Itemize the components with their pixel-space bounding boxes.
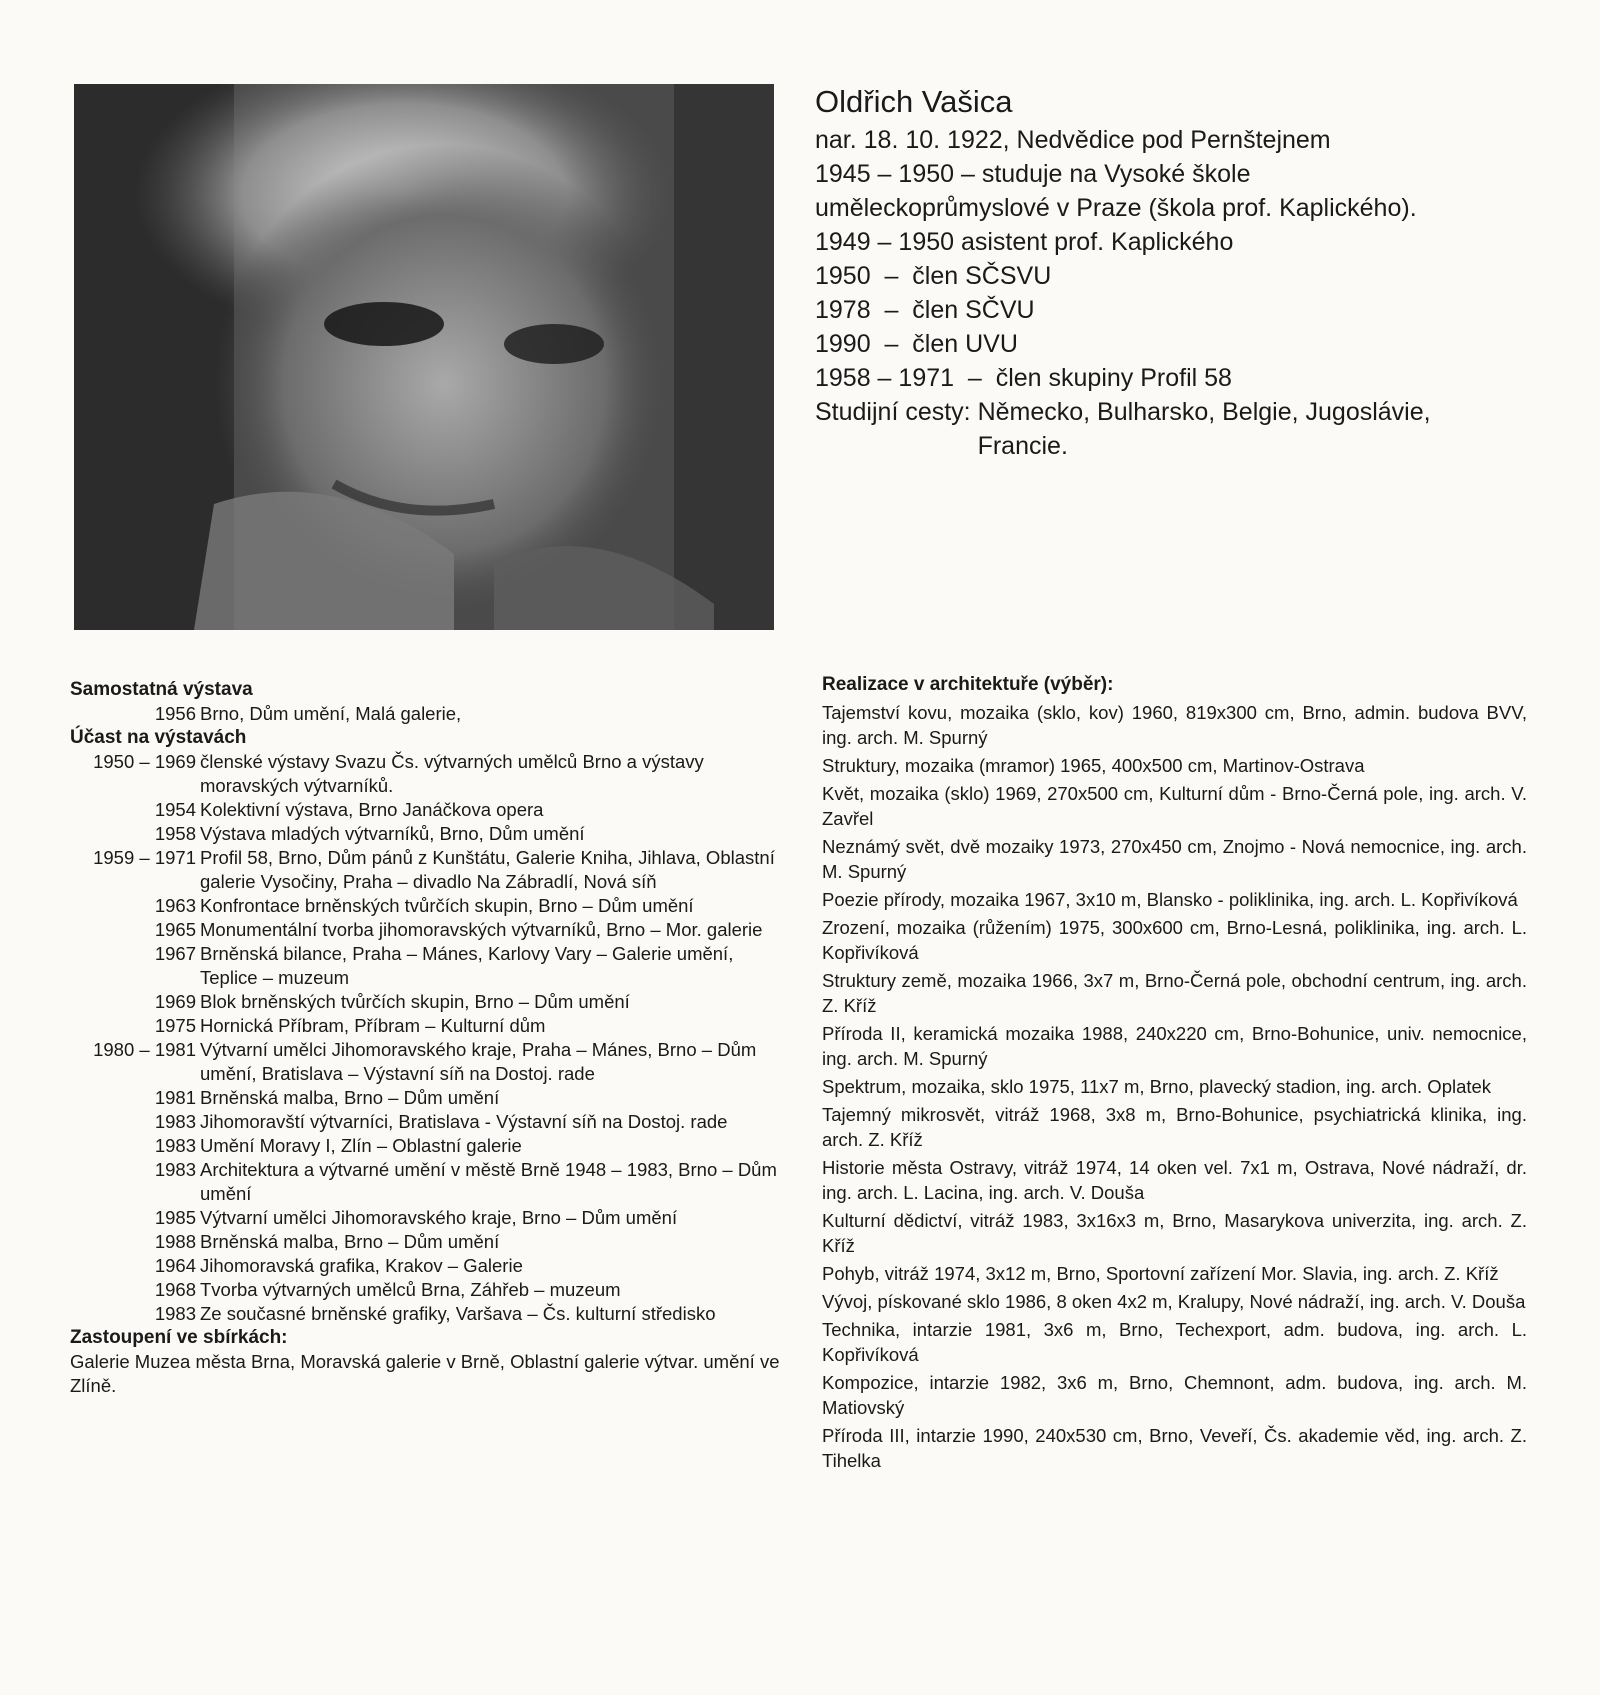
exhibition-year: 1983 bbox=[154, 1159, 196, 1180]
exhibition-entry bbox=[70, 918, 790, 942]
exhibition-entry bbox=[70, 1206, 790, 1230]
architecture-item: Struktury země, mozaika 1966, 3x7 m, Brno-Černá pole, obchodní centrum, ing. arch. Z. Kříž bbox=[822, 970, 1527, 1016]
exhibition-entry bbox=[70, 1302, 790, 1326]
exhibition-entry bbox=[70, 1230, 790, 1254]
bio-line bbox=[815, 259, 1535, 293]
bio-line bbox=[815, 225, 1535, 259]
artist-name: Oldřich Vašica bbox=[815, 84, 1013, 119]
bio-line bbox=[815, 361, 1535, 395]
architecture-item: Struktury, mozaika (mramor) 1965, 400x500 cm, Martinov-Ostrava bbox=[822, 755, 1365, 776]
exhibition-entry bbox=[70, 702, 790, 726]
bio-years: 1950 bbox=[815, 262, 871, 290]
exhibition-text: Výtvarní umělci Jihomoravského kraje, Praha – Mánes, Brno – Dům umění, Bratislava – Výstavní síň na Dostoj. rade bbox=[200, 1039, 757, 1084]
architecture-item: Kompozice, intarzie 1982, 3x6 m, Brno, Chemnont, adm. budova, ing. arch. M. Matiovský bbox=[822, 1372, 1527, 1418]
bio-text: – studuje na Vysoké škole bbox=[954, 160, 1251, 188]
exhibition-entry bbox=[70, 1014, 790, 1038]
bio-text: – člen SČSVU bbox=[870, 262, 1052, 290]
exhibition-year: 1983 bbox=[154, 1303, 196, 1324]
exhibition-text: Ze současné brněnské grafiky, Varšava – Čs. kulturní středisko bbox=[200, 1303, 716, 1324]
exhibition-text: Jihomoravská grafika, Krakov – Galerie bbox=[200, 1255, 523, 1276]
exhibitions-column bbox=[70, 678, 790, 1398]
architecture-item: Kulturní dědictví, vitráž 1983, 3x16x3 m, Brno, Masarykova univerzita, ing. arch. Z. Kříž bbox=[822, 1210, 1527, 1256]
exhibition-text: Brněnská malba, Brno – Dům umění bbox=[200, 1087, 500, 1108]
study-trips-value: Německo, Bulharsko, Belgie, Jugoslávie, Francie. bbox=[977, 398, 1431, 460]
architecture-item: Neznámý svět, dvě mozaiky 1973, 270x450 cm, Znojmo - Nová nemocnice, ing. arch. M. Spurný bbox=[822, 836, 1527, 882]
architecture-item: Příroda III, intarzie 1990, 240x530 cm, Brno, Veveří, Čs. akademie věd, ing. arch. Z. Tihelka bbox=[822, 1425, 1527, 1471]
architecture-column bbox=[822, 672, 1527, 1476]
architecture-item: Technika, intarzie 1981, 3x6 m, Brno, Techexport, adm. budova, ing. arch. L. Kopřivíková bbox=[822, 1319, 1527, 1365]
bio-years: 1958 – 1971 bbox=[815, 364, 955, 392]
architecture-item: Zrození, mozaika (růžením) 1975, 300x600 cm, Brno-Lesná, poliklinika, ing. arch. L. Kopřivíková bbox=[822, 917, 1527, 963]
exhibition-text: Výtvarní umělci Jihomoravského kraje, Brno – Dům umění bbox=[200, 1207, 678, 1228]
exhibition-entry bbox=[70, 1254, 790, 1278]
exhibition-year: 1954 bbox=[154, 799, 196, 820]
exhibition-year: 1964 bbox=[154, 1255, 196, 1276]
exhibition-year: 1975 bbox=[154, 1015, 196, 1036]
exhibition-year: 1988 bbox=[154, 1231, 196, 1252]
exhibition-text: Monumentální tvorba jihomoravských výtvarníků, Brno – Mor. galerie bbox=[200, 919, 763, 940]
architecture-item: Příroda II, keramická mozaika 1988, 240x220 cm, Brno-Bohunice, univ. nemocnice, ing. arch. M. Spurný bbox=[822, 1023, 1527, 1069]
exhibition-year: 1956 bbox=[154, 703, 196, 724]
exhibition-entry bbox=[70, 798, 790, 822]
exhibition-text: Blok brněnských tvůrčích skupin, Brno – Dům umění bbox=[200, 991, 630, 1012]
collections-text: Galerie Muzea města Brna, Moravská galerie v Brně, Oblastní galerie výtvar. umění ve Zlíně. bbox=[70, 1351, 780, 1396]
exhibition-entry bbox=[70, 942, 790, 990]
exhibition-entry bbox=[70, 1278, 790, 1302]
collections-heading: Zastoupení ve sbírkách: bbox=[70, 1327, 288, 1348]
exhibition-year: 1958 bbox=[154, 823, 196, 844]
exhibition-year: 1980 – 1981 bbox=[93, 1039, 196, 1060]
exhibition-entry bbox=[70, 1134, 790, 1158]
exhibition-text: Architektura a výtvarné umění v městě Brně 1948 – 1983, Brno – Dům umění bbox=[200, 1159, 777, 1204]
exhibition-year: 1959 – 1971 bbox=[93, 847, 196, 868]
exhibition-entry bbox=[70, 1038, 790, 1086]
bio-line bbox=[815, 293, 1535, 327]
exhibition-year: 1969 bbox=[154, 991, 196, 1012]
bio-years: 1945 – 1950 bbox=[815, 160, 955, 188]
exhibition-year: 1968 bbox=[154, 1279, 196, 1300]
exhibition-year: 1950 – 1969 bbox=[93, 751, 196, 772]
exhibition-text: Brno, Dům umění, Malá galerie, bbox=[200, 703, 462, 724]
group-exhibitions-list bbox=[70, 750, 790, 1326]
study-trips bbox=[815, 395, 1535, 463]
bio-line-continuation: uměleckoprůmyslové v Praze (škola prof. Kaplického). bbox=[815, 194, 1417, 222]
bio-text: – člen UVU bbox=[870, 330, 1018, 358]
bio-years: 1978 bbox=[815, 296, 871, 324]
architecture-item: Pohyb, vitráž 1974, 3x12 m, Brno, Sportovní zařízení Mor. Slavia, ing. arch. Z. Kříž bbox=[822, 1263, 1499, 1284]
exhibition-year: 1983 bbox=[154, 1111, 196, 1132]
exhibition-year: 1967 bbox=[154, 943, 196, 964]
exhibition-text: Profil 58, Brno, Dům pánů z Kunštátu, Galerie Kniha, Jihlava, Oblastní galerie Vysočiny, Praha – divadlo Na Zábradlí, Nová síň bbox=[200, 847, 775, 892]
exhibition-text: Kolektivní výstava, Brno Janáčkova opera bbox=[200, 799, 544, 820]
bio-text: – člen SČVU bbox=[870, 296, 1035, 324]
bio-text: asistent prof. Kaplického bbox=[954, 228, 1234, 256]
exhibition-text: Konfrontace brněnských tvůrčích skupin, Brno – Dům umění bbox=[200, 895, 694, 916]
architecture-item: Vývoj, pískované sklo 1986, 8 oken 4x2 m, Kralupy, Nové nádraží, ing. arch. V. Douša bbox=[822, 1291, 1526, 1312]
architecture-list bbox=[822, 700, 1527, 1473]
architecture-item: Historie města Ostravy, vitráž 1974, 14 oken vel. 7x1 m, Ostrava, Nové nádraží, dr. ing. arch. L. Lacina, ing. arch. V. Douša bbox=[822, 1157, 1527, 1203]
exhibition-entry bbox=[70, 990, 790, 1014]
bio-years: 1949 – 1950 bbox=[815, 228, 955, 256]
exhibition-year: 1981 bbox=[154, 1087, 196, 1108]
architecture-item: Spektrum, mozaika, sklo 1975, 11x7 m, Brno, plavecký stadion, ing. arch. Oplatek bbox=[822, 1076, 1492, 1097]
exhibition-entry bbox=[70, 1086, 790, 1110]
bio-text: – člen skupiny Profil 58 bbox=[954, 364, 1232, 392]
bio-line bbox=[815, 327, 1535, 361]
exhibition-text: Výstava mladých výtvarníků, Brno, Dům umění bbox=[200, 823, 585, 844]
architecture-heading: Realizace v architektuře (výběr): bbox=[822, 674, 1114, 695]
group-exhibitions-heading: Účast na výstavách bbox=[70, 727, 247, 748]
architecture-item: Poezie přírody, mozaika 1967, 3x10 m, Blansko - poliklinika, ing. arch. L. Kopřivíková bbox=[822, 889, 1518, 910]
exhibition-text: členské výstavy Svazu Čs. výtvarných umělců Brno a výstavy moravských výtvarníků. bbox=[200, 751, 704, 796]
exhibition-year: 1983 bbox=[154, 1135, 196, 1156]
birth-line: nar. 18. 10. 1922, Nedvědice pod Pernštejnem bbox=[815, 126, 1331, 154]
architecture-item: Tajemný mikrosvět, vitráž 1968, 3x8 m, Brno-Bohunice, psychiatrická klinika, ing. arch. Z. Kříž bbox=[822, 1104, 1527, 1150]
exhibition-text: Jihomoravští výtvarníci, Bratislava - Výstavní síň na Dostoj. rade bbox=[200, 1111, 728, 1132]
exhibition-text: Umění Moravy I, Zlín – Oblastní galerie bbox=[200, 1135, 522, 1156]
architecture-item: Tajemství kovu, mozaika (sklo, kov) 1960, 819x300 cm, Brno, admin. budova BVV, ing. arch. M. Spurný bbox=[822, 702, 1527, 748]
exhibition-text: Brněnská bilance, Praha – Mánes, Karlovy Vary – Galerie umění, Teplice – muzeum bbox=[200, 943, 734, 988]
bio-section bbox=[815, 82, 1535, 463]
exhibition-entry bbox=[70, 822, 790, 846]
exhibition-entry bbox=[70, 1158, 790, 1206]
solo-exhibition-heading: Samostatná výstava bbox=[70, 679, 253, 700]
exhibition-text: Brněnská malba, Brno – Dům umění bbox=[200, 1231, 500, 1252]
bio-years: 1990 bbox=[815, 330, 871, 358]
architecture-item: Květ, mozaika (sklo) 1969, 270x500 cm, Kulturní dům - Brno-Černá pole, ing. arch. V. Zavřel bbox=[822, 783, 1527, 829]
study-trips-label: Studijní cesty: bbox=[815, 398, 978, 426]
exhibition-year: 1985 bbox=[154, 1207, 196, 1228]
exhibition-entry bbox=[70, 1110, 790, 1134]
exhibition-text: Hornická Příbram, Příbram – Kulturní dům bbox=[200, 1015, 546, 1036]
bio-line bbox=[815, 157, 1535, 191]
exhibition-entry bbox=[70, 894, 790, 918]
exhibition-text: Tvorba výtvarných umělců Brna, Záhřeb – muzeum bbox=[200, 1279, 621, 1300]
exhibition-year: 1963 bbox=[154, 895, 196, 916]
portrait-photo bbox=[74, 84, 774, 630]
portrait-image bbox=[74, 84, 774, 630]
exhibition-entry bbox=[70, 846, 790, 894]
exhibition-year: 1965 bbox=[154, 919, 196, 940]
exhibition-entry bbox=[70, 750, 790, 798]
